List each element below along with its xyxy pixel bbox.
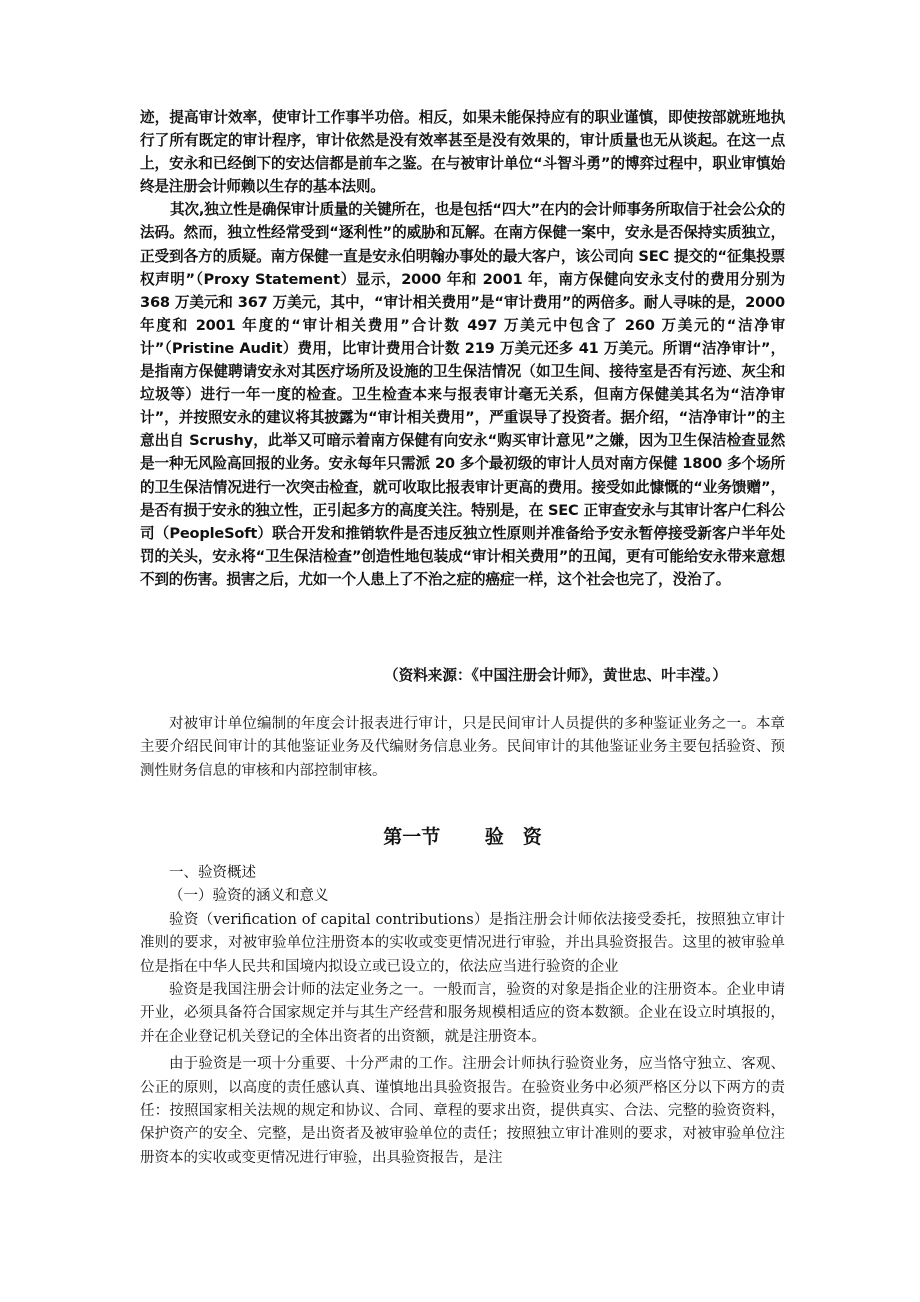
chapter-intro (140, 713, 785, 783)
source-citation: （资料来源：《中国注册会计师》，黄世忠、叶丰滢。） (384, 667, 727, 684)
case-paragraph-2: 其次,独立性是确保审计质量的关键所在，也是包括“四大”在内的会计师事务所取信于社会公众的法码。然而，独立性经常受到“逐利性”的威胁和瓦解。在南方保健一案中，安永是否保持实质独立，正受到各方的质疑。南方保健一直是安永伯明翰办事处的最大客户，该公司向 SEC 提交的“征集投票权声明”（Proxy Statement）显示，2000 年和 2001 年，南方保健向安永支付的费用分别为 368 万美元和 367 万美元，其中，“审计相关费用”是“审计费用”的两倍多。耐人寻味的是，2000 年度和 2001 年度的“审计相关费用”合计数 497 万美元中包含了 260 万美元的“洁净审计”（Pristine Audit）费用，比审计费用合计数 219 万美元还多 41 万美元。所谓“洁净审计”，是指南方保健聘请安永对其医疗场所及设施的卫生保洁情况（如卫生间、接待室是否有污迹、灰尘和垃圾等）进行一年一度的检查。卫生检查本来与报表审计毫无关系，但南方保健美其名为“洁净审计”，并按照安永的建议将其披露为“审计相关费用”，严重误导了投资者。据介绍，“洁净审计”的主意出自 Scrushy，此举又可暗示着南方保健有向安永“购买审计意见”之嫌，因为卫生保洁检查显然是一种无风险高回报的业务。安永每年只需派 20 多个最初级的审计人员对南方保健 1800 多个场所的卫生保洁情况进行一次突击检查，就可收取比报表审计更高的费用。接受如此慷慨的“业务馈赠”，是否有损于安永的独立性，正引起多方的高度关注。特别是，在 SEC 正审查安永与其审计客户仁科公司（PeopleSoft）联合开发和推销软件是否违反独立性原则并准备给予安永暂停接受新客户半年处罚的关头，安永将“卫生保洁检查”创造性地包装成“审计相关费用”的丑闻，更有可能给安永带来意想不到的伤害。损害之后，尤如一个人患上了不治之症的癌症一样，这个社会也完了，没治了。 (140, 201, 785, 588)
section-heading: 第一节 验 资 (383, 826, 542, 848)
section-paragraph-1: 验资（verification of capital contributions）是指注册会计师依法接受委托，按照独立审计准则的要求，对被审验单位注册资本的实收或变更情况进行审验，并出具验资报告。这里的被审验单位是指在中华人民共和国境内拟设立或已设立的，依法应当进行验资的企业 (140, 911, 785, 975)
subheading-1: 一、验资概述 (169, 865, 256, 881)
subheading-2: （一）验资的涵义和意义 (169, 888, 329, 905)
section-paragraph-2: 验资是我国注册会计师的法定业务之一。一般而言，验资的对象是指企业的注册资本。企业申请开业，必须具备符合国家规定并与其生产经营和服务规模相适应的资本数额。企业在设立时填报的，并在企业登记机关登记的全体出资者的出资额，就是注册资本。 (140, 982, 785, 1045)
section-paragraph-3: 由于验资是一项十分重要、十分严肃的工作。注册会计师执行验资业务，应当恪守独立、客观、公正的原则，以高度的责任感认真、谨慎地出具验资报告。在验资业务中必须严格区分以下两方的责任：按照国家相关法规的规定和协议、合同、章程的要求出资，提供真实、合法、完整的验资资料，保护资产的安全、完整，是出资者及被审验单位的责任；按照独立审计准则的要求，对被审验单位注册资本的实收或变更情况进行审验，出具验资报告，是注 (140, 1056, 785, 1166)
case-study-block (140, 106, 785, 591)
case-paragraph-1: 迹，提高审计效率，使审计工作事半功倍。相反，如果未能保持应有的职业谨慎，即使按部就班地执行了所有既定的审计程序，审计依然是没有效率甚至是没有效果的，审计质量也无从谈起。在这一点上，安永和已经倒下的安达信都是前车之鉴。在与被审计单位“斗智斗勇”的博弈过程中，职业审慎始终是注册会计师赖以生存的基本法则。 (140, 109, 785, 196)
section-body (140, 862, 785, 1170)
intro-paragraph: 对被审计单位编制的年度会计报表进行审计，只是民间审计人员提供的多种鉴证业务之一。本章主要介绍民间审计的其他鉴证业务及代编财务信息业务。民间审计的其他鉴证业务主要包括验资、预测性财务信息的审核和内部控制审核。 (140, 716, 785, 779)
